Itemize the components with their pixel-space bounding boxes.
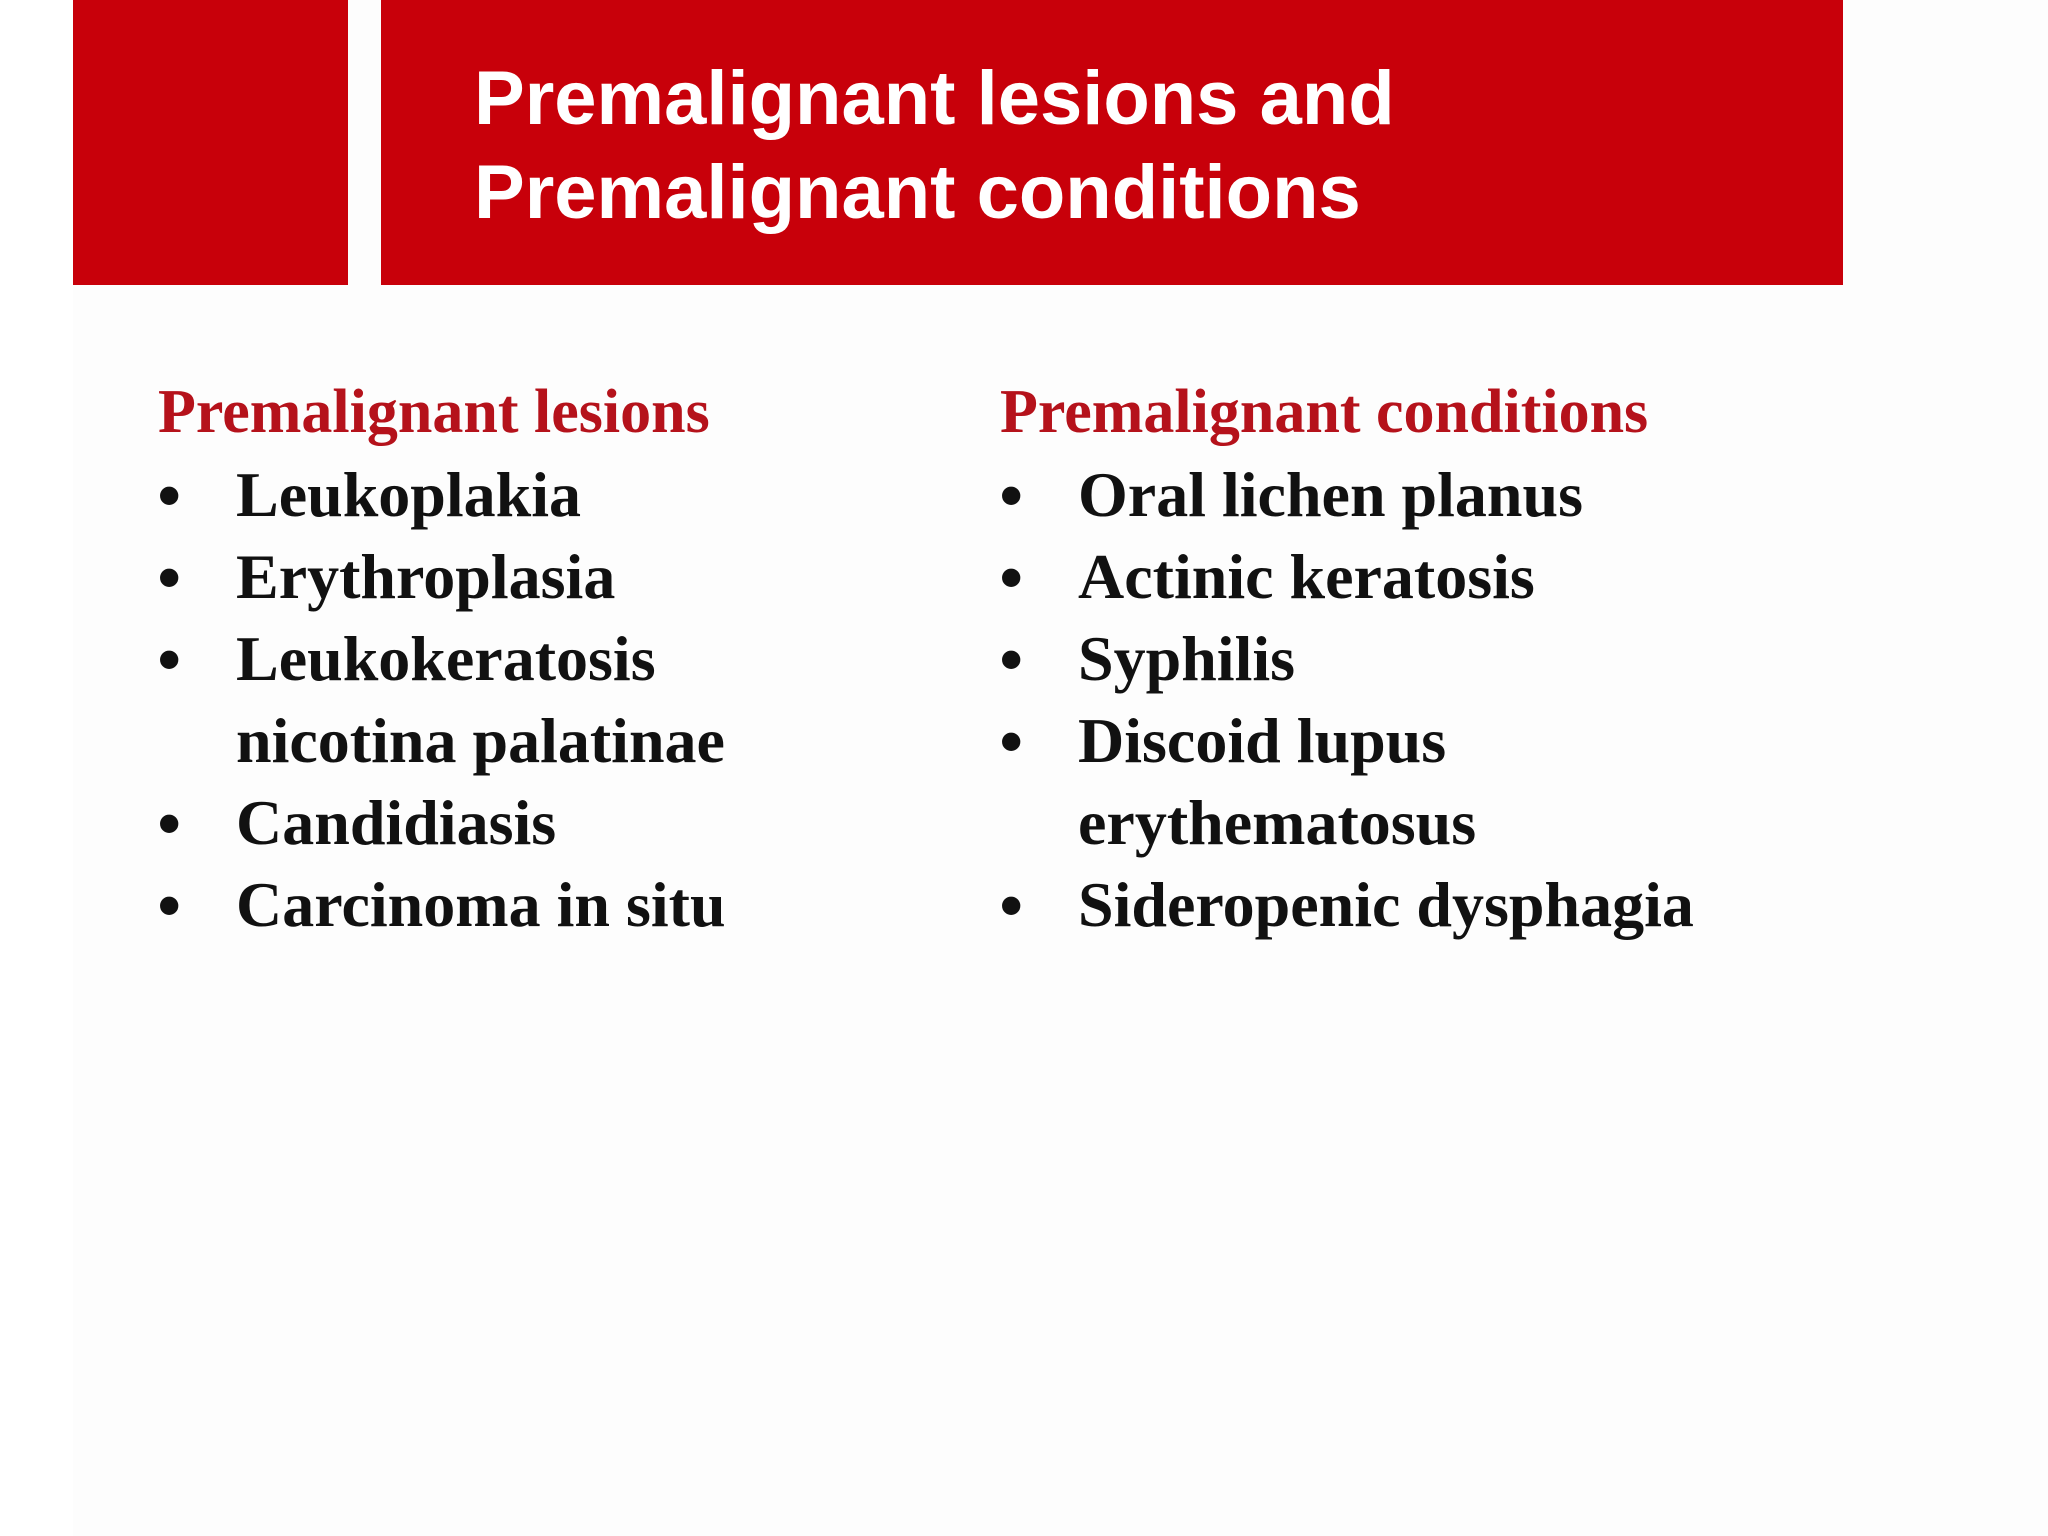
bullet-icon: • [1000, 705, 1023, 777]
list-item [1000, 618, 1780, 700]
conditions-column [1000, 372, 1780, 946]
list-item [158, 618, 798, 782]
list-item [1000, 864, 1780, 946]
list-item [158, 454, 798, 536]
conditions-list [1000, 454, 1780, 946]
list-item-text: Leukokeratosis [236, 623, 656, 694]
bullet-icon: • [1000, 541, 1023, 613]
list-item-text-continued: nicotina palatinae [236, 705, 725, 776]
list-item-text-continued: erythematosus [1078, 787, 1477, 858]
list-item [1000, 700, 1780, 864]
slide-title-line-2: Premalignant conditions [474, 150, 1361, 235]
bullet-icon: • [158, 869, 181, 941]
list-item-text: Syphilis [1078, 623, 1296, 694]
bullet-icon: • [158, 541, 181, 613]
list-item [1000, 454, 1780, 536]
list-item-text: Leukoplakia [236, 459, 582, 530]
lesions-list [158, 454, 798, 946]
list-item [1000, 536, 1780, 618]
lesions-heading: Premalignant lesions [158, 378, 710, 446]
bullet-icon: • [1000, 623, 1023, 695]
bullet-icon: • [158, 623, 181, 695]
conditions-heading: Premalignant conditions [1000, 378, 1649, 446]
header-accent-square [73, 0, 348, 285]
list-item [158, 864, 798, 946]
list-item [158, 782, 798, 864]
list-item-text: Candidiasis [236, 787, 557, 858]
bullet-icon: • [1000, 869, 1023, 941]
lesions-column [158, 372, 798, 946]
list-item-text: Discoid lupus [1078, 705, 1447, 776]
list-item-text: Sideropenic dysphagia [1078, 869, 1694, 940]
bullet-icon: • [1000, 459, 1023, 531]
list-item-text: Actinic keratosis [1078, 541, 1535, 612]
bullet-icon: • [158, 787, 181, 859]
list-item-text: Oral lichen planus [1078, 459, 1583, 530]
bullet-icon: • [158, 459, 181, 531]
list-item-text: Erythroplasia [236, 541, 616, 612]
list-item [158, 536, 798, 618]
slide-title [474, 52, 1804, 240]
list-item-text: Carcinoma in situ [236, 869, 726, 940]
slide-title-line-1: Premalignant lesions and [474, 56, 1395, 141]
